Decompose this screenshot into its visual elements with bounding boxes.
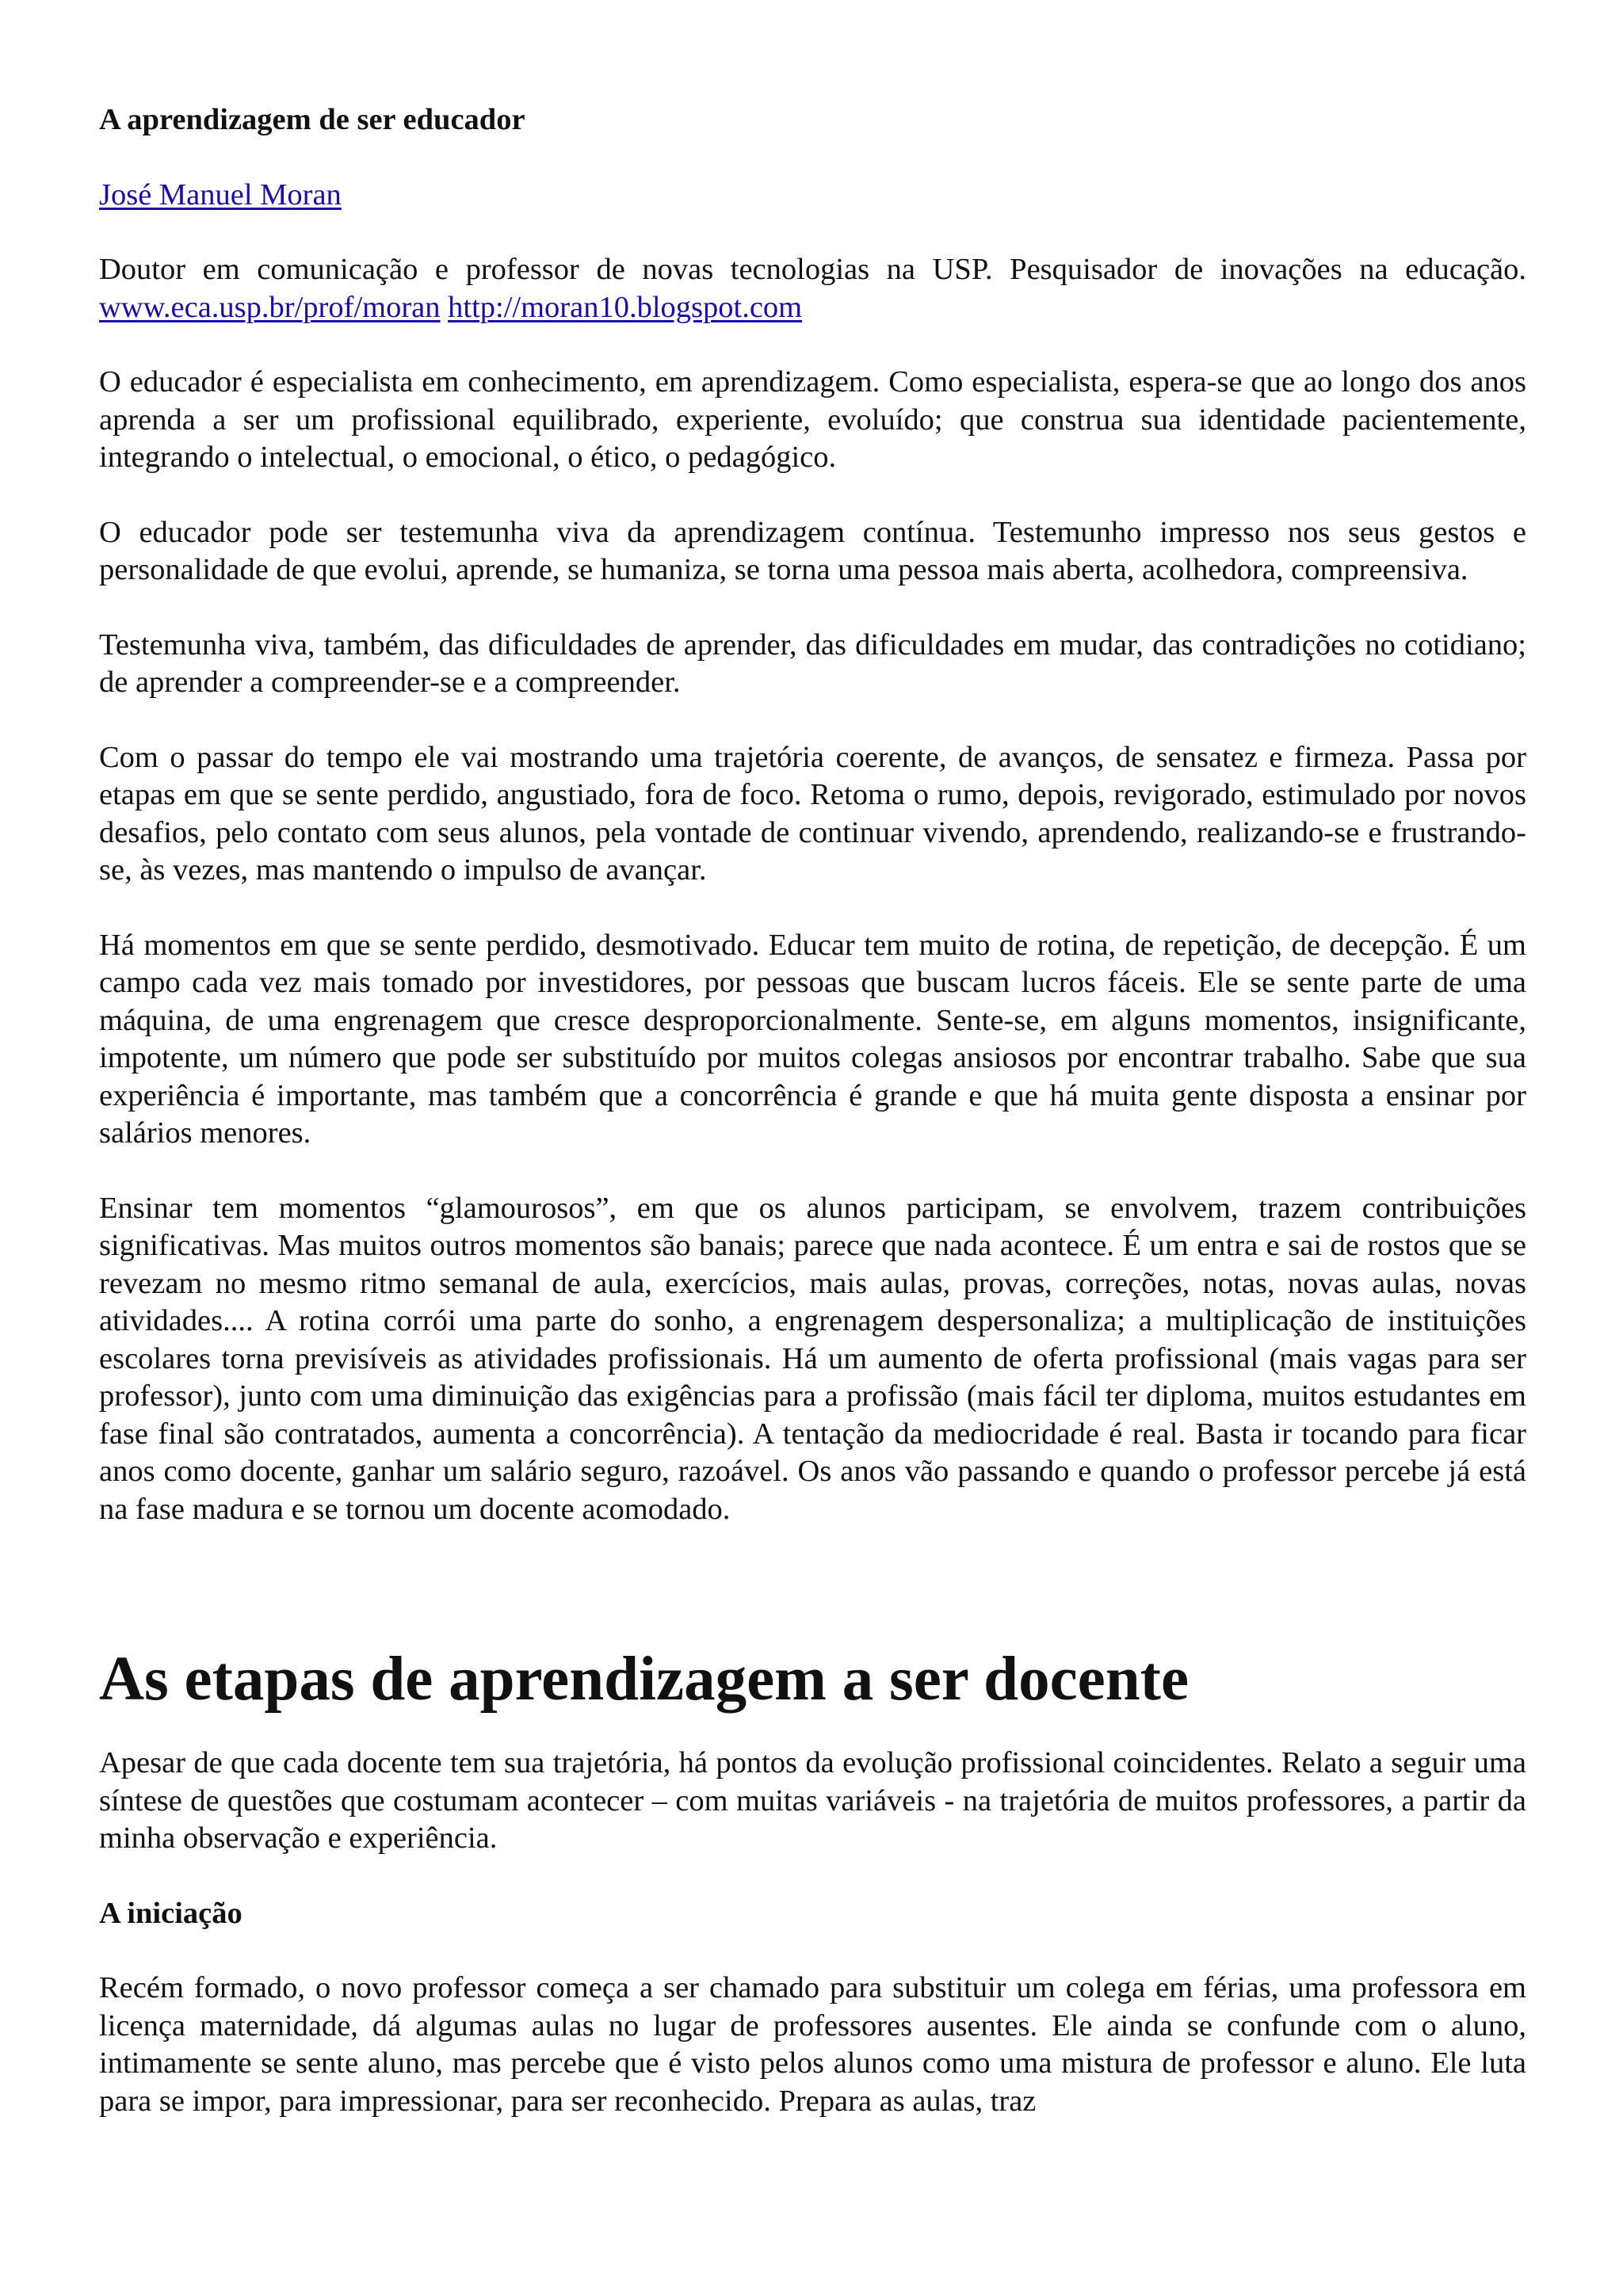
author-line — [99, 177, 1526, 215]
faculty-page-link[interactable]: www.eca.usp.br/prof/moran — [99, 290, 441, 324]
article-title: A aprendizagem de ser educador — [99, 103, 525, 136]
subsection-heading: A iniciação — [99, 1896, 242, 1930]
section-heading: As etapas de aprendizagem a ser docente — [99, 1645, 1190, 1714]
body-paragraph-2: O educador pode ser testemunha viva da aprendizagem contínua. Testemunho impresso nos seus gestos e personalidade de que evolui, aprende, se humaniza, se torna uma pessoa mais aberta, acolhedora, compreensiva. — [99, 515, 1526, 586]
body-paragraph-4: Com o passar do tempo ele vai mostrando uma trajetória coerente, de avanços, de sensatez e firmeza. Passa por etapas em que se sente perdido, angustiado, fora de foco. Retoma o rumo, depois, revigorado, estimulado por novos desafios, pelo contato com seus alunos, pela vontade de continuar vivendo, aprendendo, realizando-se e frustrando-se, às vezes, mas mantendo o impulso de avançar. — [99, 740, 1526, 887]
author-bio — [99, 251, 1526, 326]
body-paragraph-1: O educador é especialista em conhecimento, em aprendizagem. Como especialista, espera-se que ao longo dos anos aprenda a ser um profissional equilibrado, experiente, evoluído; que construa sua identidade pacientemente, integrando o intelectual, o emocional, o ético, o pedagógico. — [99, 365, 1526, 474]
blog-link[interactable]: http://moran10.blogspot.com — [448, 290, 803, 324]
subsection-paragraph: Recém formado, o novo professor começa a ser chamado para substituir um colega em férias, uma professora em licença maternidade, dá algumas aulas no lugar de professores ausentes. Ele ainda se confunde com o aluno, intimamente se sente aluno, mas percebe que é visto pelos alunos como uma mistura de professor e aluno. Ele luta para se impor, para impressionar, para ser reconhecido. Prepara as aulas, traz — [99, 1971, 1526, 2118]
body-paragraph-5: Há momentos em que se sente perdido, desmotivado. Educar tem muito de rotina, de repetição, de decepção. É um campo cada vez mais tomado por investidores, por pessoas que buscam lucros fáceis. Ele se sente parte de uma máquina, de uma engrenagem que cresce desproporcionalmente. Sente-se, em alguns momentos, insignificante, impotente, um número que pode ser substituído por muitos colegas ansiosos por encontrar trabalho. Sabe que sua experiência é importante, mas também que a concorrência é grande e que há muita gente disposta a ensinar por salários menores. — [99, 928, 1526, 1150]
body-paragraph-6: Ensinar tem momentos “glamourosos”, em que os alunos participam, se envolvem, trazem contribuições significativas. Mas muitos outros momentos são banais; parece que nada acontece. É um entra e sai de rostos que se revezam no mesmo ritmo semanal de aula, exercícios, mais aulas, provas, correções, notas, novas aulas, novas atividades.... A rotina corrói uma parte do sonho, a engrenagem despersonaliza; a multiplicação de instituições escolares torna previsíveis as atividades profissionais. Há um aumento de oferta profissional (mais vagas para ser professor), junto com uma diminuição das exigências para a profissão (mais fácil ter diploma, muitos estudantes em fase final são contratados, aumenta a concorrência). A tentação da mediocridade é real. Basta ir tocando para ficar anos como docente, ganhar um salário seguro, razoável. Os anos vão passando e quando o professor percebe já está na fase madura e se tornou um docente acomodado. — [99, 1191, 1526, 1526]
body-paragraph-3: Testemunha viva, também, das dificuldades de aprender, das dificuldades em mudar, das contradições no cotidiano; de aprender a compreender-se e a compreender. — [99, 627, 1526, 699]
bio-text: Doutor em comunicação e professor de novas tecnologias na USP. Pesquisador de inovações na educação. — [99, 253, 1526, 286]
author-link[interactable]: José Manuel Moran — [99, 177, 342, 212]
section-intro: Apesar de que cada docente tem sua trajetória, há pontos da evolução profissional coincidentes. Relato a seguir uma síntese de questões que costumam acontecer – com muitas variáveis - na trajetória de muitos professores, a partir da minha observação e experiência. — [99, 1746, 1526, 1855]
